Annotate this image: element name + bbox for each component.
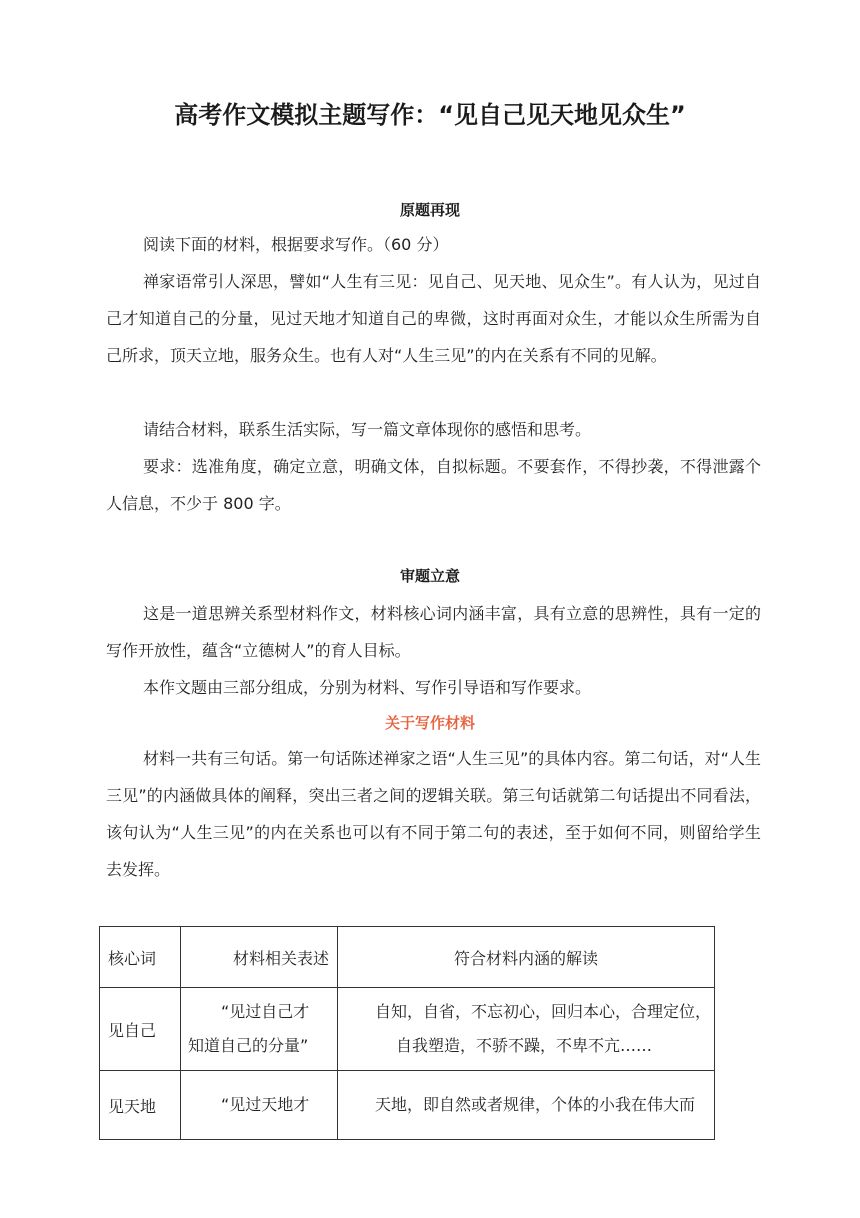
section-heading-analysis: 审题立意: [399, 567, 460, 585]
table-row: [100, 988, 715, 1071]
cell-line: 自知，自省，不忘初心，回归本心，合理定位，: [375, 1002, 712, 1021]
document-title: 高考作文模拟主题写作：“见自己见天地见众生”: [174, 101, 686, 129]
table-cell-keyword: 见自己: [100, 988, 181, 1071]
section-heading-original: 原题再现: [399, 201, 460, 219]
table-cell-interpretation: [338, 1071, 715, 1140]
paragraph: 要求：选准角度，确定立意，明确文体，自拟标题。不要套作，不得抄袭，不得泄露个人信息，不少于 800 字。: [106, 457, 761, 513]
paragraph: 禅家语常引人深思，譬如“人生有三见：见自己、见天地、见众生”。有人认为，见过自己才知道自己的分量，见过天地才知道自己的卑微，这时再面对众生，才能以众生所需为自己所求，顶天立地，服务众生。也有人对“人生三见”的内在关系有不同的见解。: [106, 272, 761, 365]
paragraph: 这是一道思辨关系型材料作文，材料核心词内涵丰富，具有立意的思辨性，具有一定的写作开放性，蕴含“立德树人”的育人目标。: [106, 604, 761, 660]
cell-line: 知道自己的分量”: [188, 1036, 309, 1055]
table-row: [100, 1071, 715, 1140]
table-header-row: [100, 927, 715, 988]
cell-line: “见过天地才: [221, 1095, 310, 1114]
table-cell-expression: [181, 1071, 338, 1140]
paragraph: 材料一共有三句话。第一句话陈述禅家之语“人生三见”的具体内容。第二句话，对“人生三见”的内涵做具体的阐释，突出三者之间的逻辑关联。第三句话就第二句话提出不同看法，该句认为“人生三见”的内在关系也可以有不同于第二句的表述，至于如何不同，则留给学生去发挥。: [106, 749, 761, 879]
table-header-cell: 符合材料内涵的解读: [338, 927, 715, 988]
table-cell-interpretation: [338, 988, 715, 1071]
table-cell-expression: [181, 988, 338, 1071]
subsection-heading-material: 关于写作材料: [384, 714, 475, 732]
table-header-cell: 材料相关表述: [181, 927, 338, 988]
table-cell-keyword: 见天地: [100, 1071, 181, 1140]
cell-line: 天地，即自然或者规律，个体的小我在伟大而: [375, 1095, 696, 1114]
paragraph: 请结合材料，联系生活实际，写一篇文章体现你的感悟和思考。: [143, 420, 592, 439]
table-header-cell: 核心词: [100, 927, 181, 988]
paragraph: 本作文题由三部分组成，分别为材料、写作引导语和写作要求。: [143, 678, 592, 697]
keyword-table: [99, 926, 715, 1140]
cell-line: “见过自己才: [221, 1002, 310, 1021]
paragraph: 阅读下面的材料，根据要求写作。（60 分）: [143, 235, 449, 254]
cell-line: 自我塑造，不骄不躁，不卑不亢……: [396, 1036, 653, 1055]
